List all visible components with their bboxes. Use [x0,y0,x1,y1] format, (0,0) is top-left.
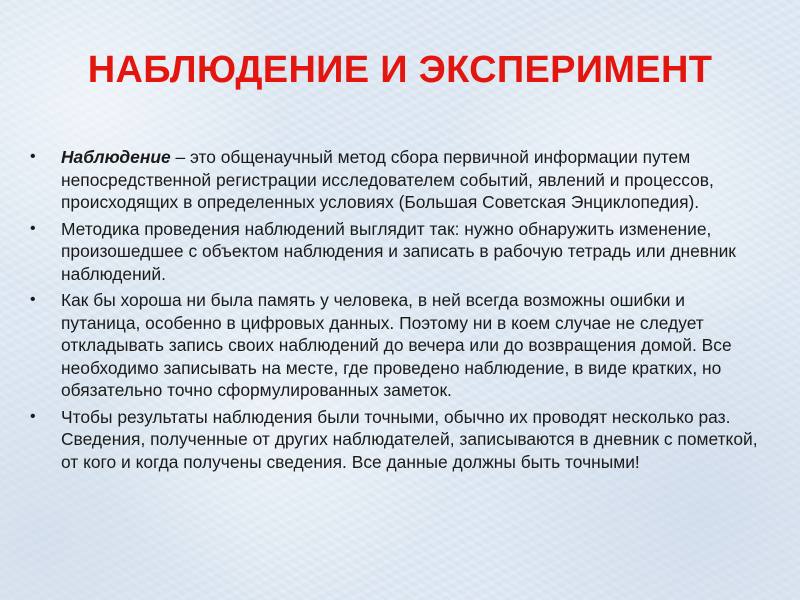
bullet-icon: • [30,219,36,237]
bullet-text: Методика проведения наблюдений выглядит так: нужно обнаружить изменение, произошедшее с объектом наблюдения и записать в рабочую тетрадь или дневник наблюдений. [61,218,736,284]
bullet-text: – это общенаучный метод сбора первичной информации путем непосредственной регистрации исследователем событий, явлений и процессов, происходящих в определенных условиях (Большая Советская Энциклопедия). [61,147,714,212]
bullet-list [30,146,766,477]
bullet-item-3 [30,289,766,402]
bullet-text: Чтобы результаты наблюдения были точными, обычно их проводят несколько раз. Сведения, полученные от других наблюдателей, записываются в дневник с пометкой, от кого и когда получены сведения. Все данные должны быть точными! [61,406,758,472]
bullet-item-1 [30,146,766,214]
bullet-icon: • [30,148,36,165]
bullet-item-4 [30,406,766,474]
slide-title: НАБЛЮДЕНИЕ И ЭКСПЕРИМЕНТ [87,49,713,91]
bullet-icon: • [30,291,36,308]
bullet-item-2 [30,218,766,286]
bullet-text: Как бы хороша ни была память у человека, в ней всегда возможны ошибки и путаница, особенно в цифровых данных. Поэтому ни в коем случае не следует откладывать запись своих наблюдений до вечера или до возвращения домой. Все необходимо записывать на месте, где проведено наблюдение, в виде кратких, но обязательно точно сформулированных заметок. [61,290,732,400]
bullet-term: Наблюдение [61,147,171,167]
bullet-icon: • [30,407,36,425]
